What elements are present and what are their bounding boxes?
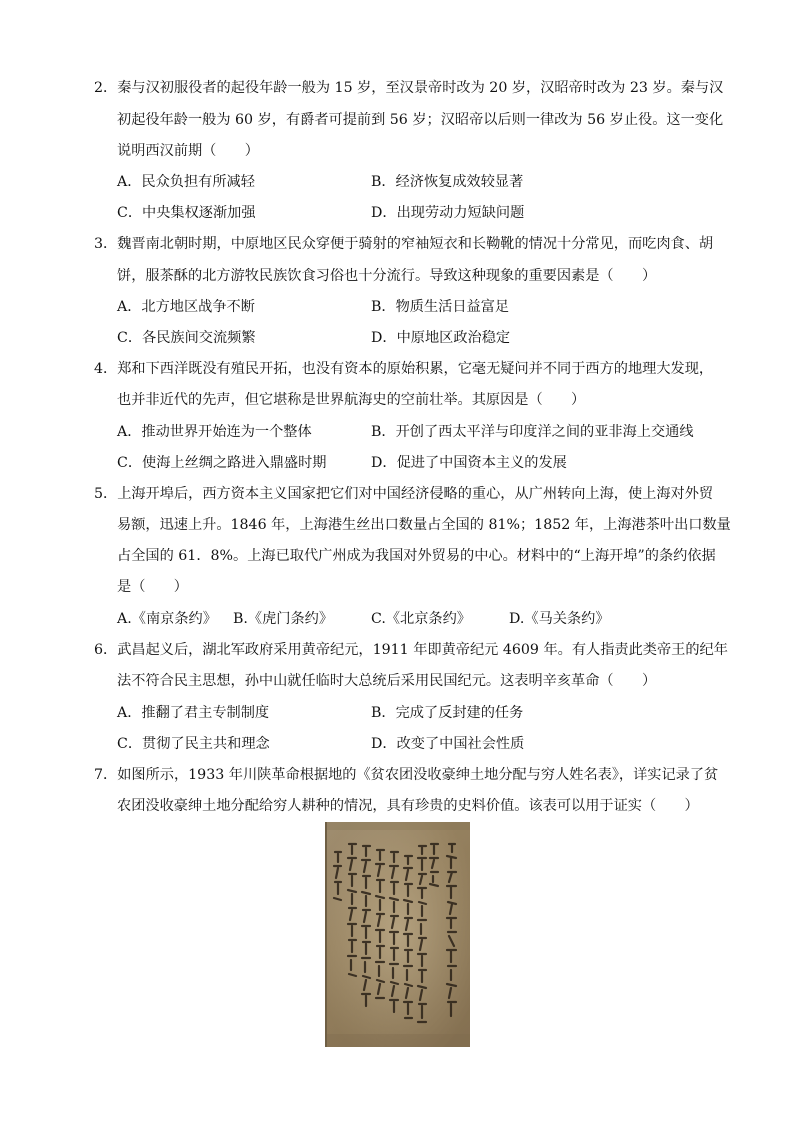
question-5-line-2: 易额，迅速上升。1846 年，上海港生丝出口数量占全国的 81%；1852 年，上海港茶叶出口数量 xyxy=(117,517,731,533)
question-2-option-d[interactable]: D．出现劳动力短缺问题 xyxy=(371,205,525,221)
question-4-line-2: 也并非近代的先声，但它堪称是世界航海史的空前壮举。其原因是（ ） xyxy=(117,392,586,408)
question-3-option-d[interactable]: D．中原地区政治稳定 xyxy=(371,330,511,346)
question-2-option-a[interactable]: A．民众负担有所减轻 xyxy=(117,174,255,190)
document-handwriting-graphic xyxy=(327,822,470,1047)
question-4-option-d[interactable]: D．促进了中国资本主义的发展 xyxy=(371,455,567,471)
question-3-line-2: 饼，服茶酥的北方游牧民族饮食习俗也十分流行。导致这种现象的重要因素是（ ） xyxy=(117,268,657,284)
question-6-option-a[interactable]: A．推翻了君主专制制度 xyxy=(117,705,270,721)
question-3-option-a[interactable]: A．北方地区战争不断 xyxy=(117,299,255,315)
question-5-option-a[interactable]: A.《南京条约》 xyxy=(117,611,217,627)
question-7-line-1: 7．如图所示，1933 年川陕革命根据地的《贫农团没收豪绅土地分配与穷人姓名表》，详实记录了贫 xyxy=(94,767,719,783)
question-2-line-1: 2．秦与汉初服役者的起役年龄一般为 15 岁，至汉景帝时改为 20 岁，汉昭帝时改为 23 岁。秦与汉 xyxy=(94,80,724,96)
question-5-option-c[interactable]: C.《北京条约》 xyxy=(371,611,471,627)
question-2-line-2: 初起役年龄一般为 60 岁，有爵者可提前到 56 岁；汉昭帝以后则一律改为 56 岁止役。这一变化 xyxy=(117,112,724,128)
question-6-option-b[interactable]: B．完成了反封建的任务 xyxy=(371,705,524,721)
question-5-option-b[interactable]: B.《虎门条约》 xyxy=(233,611,334,627)
question-5-line-3: 占全国的 61．8%。上海已取代广州成为我国对外贸易的中心。材料中的“上海开埠”的条约依据 xyxy=(117,548,716,564)
question-2-line-3: 说明西汉前期（ ） xyxy=(117,143,259,159)
question-6-line-1: 6．武昌起义后，湖北军政府采用黄帝纪元，1911 年即黄帝纪元 4609 年。有人指责此类帝王的纪年 xyxy=(94,642,728,658)
question-4-line-1: 4．郑和下西洋既没有殖民开拓，也没有资本的原始积累，它毫无疑问并不同于西方的地理大发现， xyxy=(94,361,714,377)
question-4-option-a[interactable]: A．推动世界开始连为一个整体 xyxy=(117,424,312,440)
question-4-option-c[interactable]: C．使海上丝绸之路进入鼎盛时期 xyxy=(117,455,327,471)
question-6-line-2: 法不符合民主思想，孙中山就任临时大总统后采用民国纪元。这表明辛亥革命（ ） xyxy=(117,673,657,689)
question-7-line-2: 农团没收豪绅土地分配给穷人耕种的情况，具有珍贵的史料价值。该表可以用于证实（ ） xyxy=(117,798,699,814)
question-3-option-c[interactable]: C．各民族间交流频繁 xyxy=(117,330,256,346)
question-6-option-d[interactable]: D．改变了中国社会性质 xyxy=(371,736,525,752)
historical-document-photo xyxy=(325,822,470,1047)
question-4-option-b[interactable]: B．开创了西太平洋与印度洋之间的亚非海上交通线 xyxy=(371,424,694,440)
question-6-option-c[interactable]: C．贯彻了民主共和理念 xyxy=(117,736,270,752)
question-5-line-4: 是（ ） xyxy=(117,579,188,595)
question-5-option-d[interactable]: D.《马关条约》 xyxy=(509,611,610,627)
question-3-line-1: 3．魏晋南北朝时期，中原地区民众穿便于骑射的窄袖短衣和长靿靴的情况十分常见，而吃肉食、胡 xyxy=(94,236,714,252)
question-3-option-b[interactable]: B．物质生活日益富足 xyxy=(371,299,510,315)
question-2-option-c[interactable]: C．中央集权逐渐加强 xyxy=(117,205,256,221)
question-2-option-b[interactable]: B．经济恢复成效较显著 xyxy=(371,174,524,190)
question-5-line-1: 5．上海开埠后，西方资本主义国家把它们对中国经济侵略的重心，从广州转向上海，使上海对外贸 xyxy=(94,486,714,502)
